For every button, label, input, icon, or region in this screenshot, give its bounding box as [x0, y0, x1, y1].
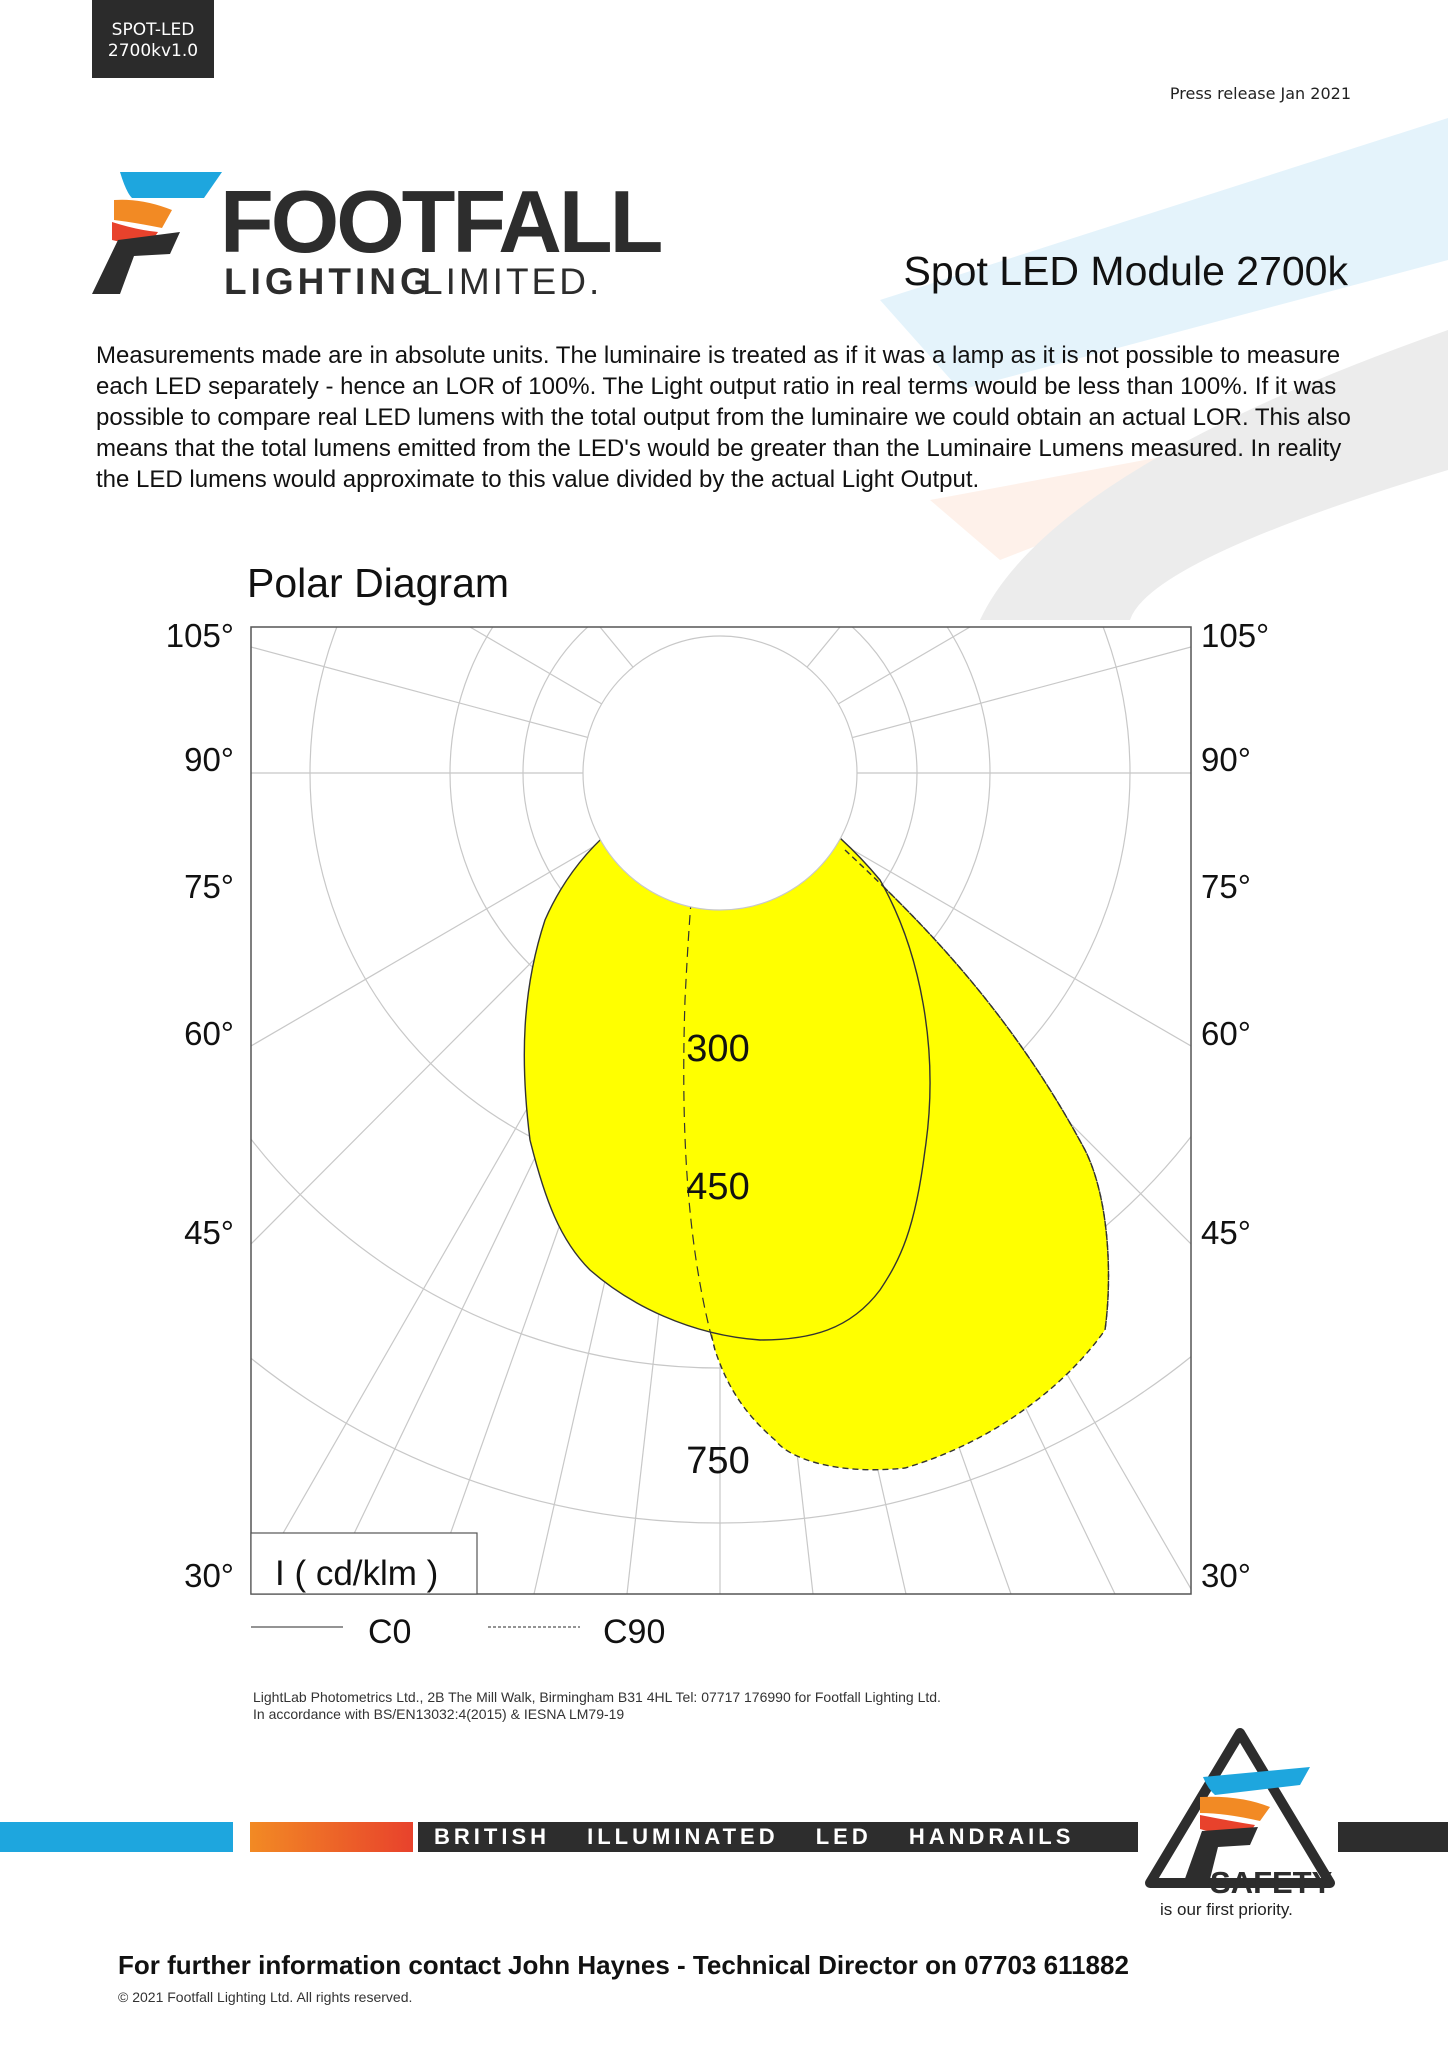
- angle-label-right-105: 105°: [1201, 617, 1270, 654]
- angle-label-right-75: 75°: [1201, 868, 1251, 905]
- angle-label-right-60: 60°: [1201, 1015, 1251, 1052]
- angle-label-left-90: 90°: [184, 741, 234, 778]
- tagline-word-3: LED: [815, 1824, 872, 1849]
- tagline-word-2: ILLUMINATED: [587, 1824, 779, 1849]
- tagline-word-1: BRITISH: [434, 1824, 550, 1849]
- tagline-word-4: HANDRAILS: [908, 1824, 1075, 1849]
- tagline: [418, 1822, 1138, 1852]
- logo-word-limited: LIMITED.: [422, 261, 603, 300]
- logo-mark-dark: [92, 232, 180, 294]
- intro-paragraph: Measurements made are in absolute units. The luminaire is treated as if it was a lamp as it is not possible to measure each LED separately - hence an LOR of 100%. The Light output ratio in real terms would be less than 100%. If it was possible to compare real LED lumens with the total output from the luminaire we could obtain an actual LOR. This also means that the total lumens emitted from the LED's would be greater than the Luminaire Lumens measured. In reality the LED lumens would approximate to this value divided by the actual Light Output.: [96, 342, 1351, 493]
- press-release-date: Press release Jan 2021: [1169, 84, 1351, 103]
- polar-diagram: [140, 610, 1300, 1660]
- footer-bar-orange: [250, 1822, 413, 1852]
- angle-label-right-90: 90°: [1201, 741, 1251, 778]
- angle-label-left-75: 75°: [184, 868, 234, 905]
- safety-badge: [1140, 1725, 1340, 1925]
- polar-diagram-title: Polar Diagram: [247, 560, 510, 606]
- ring-label-750: 750: [686, 1440, 750, 1482]
- unit-label: I ( cd/klm ): [275, 1554, 439, 1593]
- footer-bar-blue: [0, 1822, 233, 1852]
- footfall-logo: [92, 170, 672, 300]
- credit-line-1: LightLab Photometrics Ltd., 2B The Mill Walk, Birmingham B31 4HL Tel: 07717 176990 for Footfall Lighting Ltd.: [253, 1689, 941, 1705]
- ring-label-450: 450: [686, 1166, 750, 1208]
- angle-label-right-30: 30°: [1201, 1557, 1251, 1594]
- document-code-tag: [92, 0, 214, 78]
- doc-code-line2: 2700kv1.0: [107, 41, 199, 61]
- product-title: Spot LED Module 2700k: [903, 248, 1348, 294]
- logo-mark-blue: [120, 172, 222, 198]
- safety-subtitle: is our first priority.: [1160, 1900, 1293, 1919]
- safety-word: SAFETY: [1210, 1865, 1333, 1900]
- logo-mark-orange: [114, 200, 172, 228]
- ring-label-300: 300: [686, 1028, 750, 1070]
- lab-credit: [253, 1689, 941, 1723]
- doc-code-line1: SPOT-LED: [111, 20, 195, 40]
- contact-line: For further information contact John Haynes - Technical Director on 07703 611882: [118, 1950, 1129, 1980]
- angle-label-left-45: 45°: [184, 1214, 234, 1251]
- logo-word-footfall: FOOTFALL: [220, 172, 661, 271]
- legend-c90-label: C90: [603, 1613, 666, 1651]
- angle-label-left-105: 105°: [165, 617, 234, 654]
- credit-line-2: In accordance with BS/EN13032:4(2015) & IESNA LM79-19: [253, 1706, 625, 1722]
- footer-bar-dark-right: [1338, 1822, 1448, 1852]
- legend-c0-label: C0: [368, 1613, 412, 1651]
- angle-label-left-30: 30°: [184, 1557, 234, 1594]
- logo-word-lighting: LIGHTING: [224, 261, 433, 300]
- angle-label-left-60: 60°: [184, 1015, 234, 1052]
- angle-label-right-45: 45°: [1201, 1214, 1251, 1251]
- copyright: © 2021 Footfall Lighting Ltd. All rights reserved.: [118, 1989, 413, 2005]
